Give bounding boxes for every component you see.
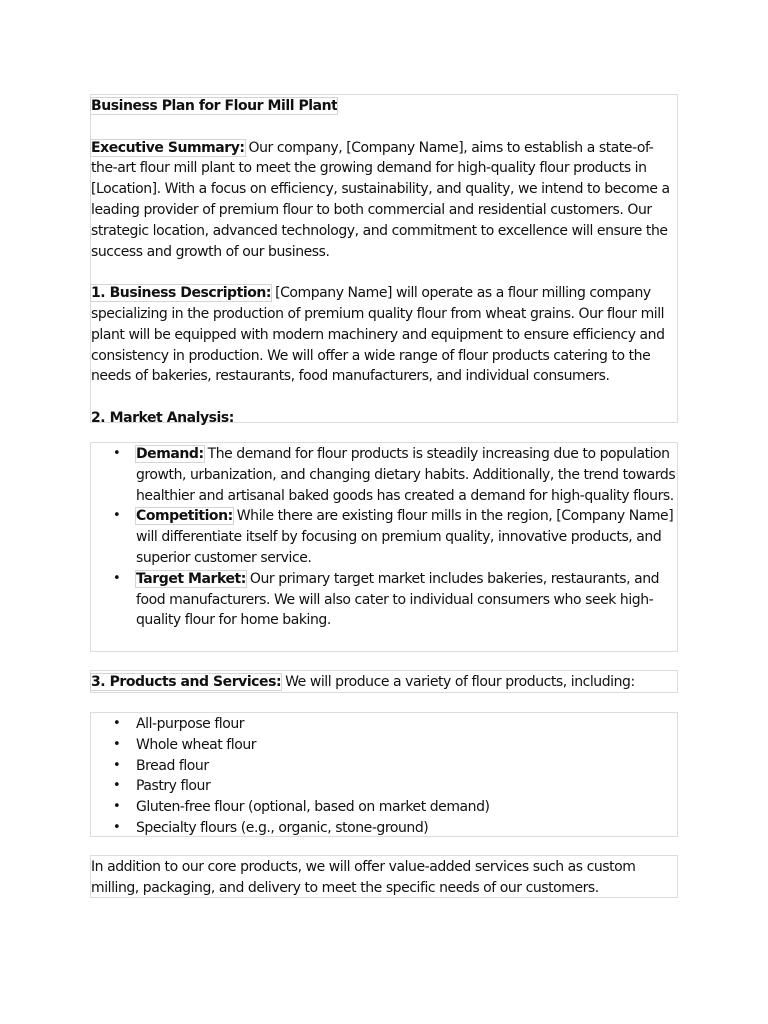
list-item: • Gluten-free flour (optional, based on market demand) (136, 797, 677, 818)
closing-box (90, 855, 678, 898)
list-item: • Whole wheat flour (136, 735, 677, 756)
executive-summary-heading: Executive Summary: (91, 139, 245, 156)
list-item: • Specialty flours (e.g., organic, stone-ground) (136, 818, 677, 839)
business-description-text: [Company Name] will operate as a flour milling company specializing in the production of premium quality flour from wheat grains. Our flour mill plant will be equipped with modern machinery and equipment to ensure efficiency and consistency in production. We will offer a wide range of flour products catering to the needs of bakeries, restaurants, food manufacturers, and individual consumers. (91, 285, 665, 385)
products-list-box (90, 712, 678, 837)
products-paragraph (91, 672, 677, 693)
list-item: • Demand: The demand for flour products is steadily increasing due to population growth, urbanization, and changing dietary habits. Additionally, the trend towards healthier and artisanal baked goods has created a demand for high-quality flours. (136, 444, 677, 506)
business-description-paragraph (91, 283, 677, 387)
list-item: • Competition: While there are existing flour mills in the region, [Company Name] will differentiate itself by focusing on premium quality, innovative products, and superior customer service. (136, 506, 677, 568)
list-item: • Pastry flour (136, 776, 677, 797)
market-analysis-list (91, 444, 677, 631)
products-intro-text: We will produce a variety of flour products, including: (281, 674, 635, 690)
market-analysis-list-box (90, 442, 678, 652)
market-analysis-heading: 2. Market Analysis: (91, 409, 234, 426)
closing-paragraph: In addition to our core products, we will offer value-added services such as custom milling, packaging, and delivery to meet the specific needs of our customers. (91, 859, 636, 896)
executive-summary-paragraph (91, 138, 677, 263)
products-heading: 3. Products and Services: (91, 674, 282, 690)
products-list (91, 714, 677, 839)
list-item: • Bread flour (136, 756, 677, 777)
intro-section (90, 94, 678, 426)
list-item: • Target Market: Our primary target market includes bakeries, restaurants, and food manufacturers. We will also cater to individual consumers who seek high-quality flour for home baking. (136, 569, 677, 631)
products-heading-box (90, 670, 678, 693)
business-description-heading: 1. Business Description: (91, 285, 272, 302)
list-item: • All-purpose flour (136, 714, 677, 735)
executive-summary-text: Our company, [Company Name], aims to establish a state-of-the-art flour mill plant to meet the growing demand for high-quality flour products in [Location]. With a focus on efficiency, sustainability, and quality, we intend to become a leading provider of premium flour to both commercial and residential customers. Our strategic location, advanced technology, and commitment to excellence will ensure the success and growth of our business. (91, 139, 670, 260)
document-title: Business Plan for Flour Mill Plant (91, 98, 338, 114)
